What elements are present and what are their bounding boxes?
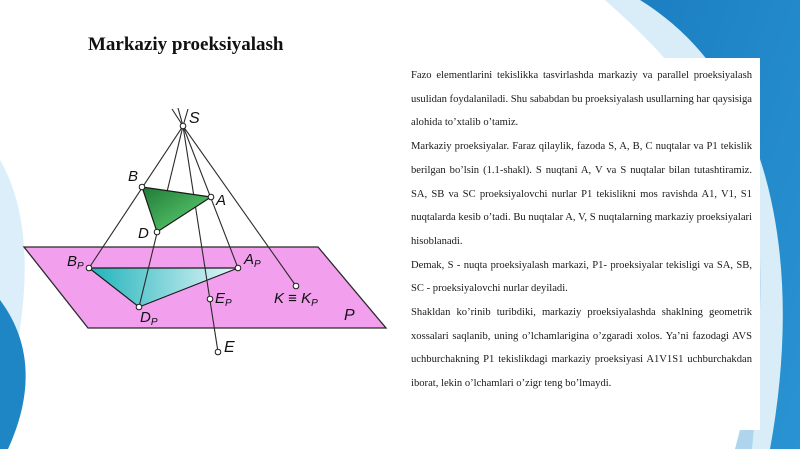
- label-bp-sub: P: [77, 261, 84, 272]
- label-d: D: [138, 225, 149, 242]
- point-d: [154, 229, 160, 235]
- point-ap: [235, 265, 241, 271]
- paragraph-2: Markaziy proeksiyalar. Faraz qilaylik, fazoda S, A, B, C nuqtalar va P1 tekislik berilgan bo’lsin (1.1-shakl). S nuqtani A, V va S nuqtalar bilan tutashtiramiz. SA, SB va SC proeksiyalovchi nurlar P1 tekislikni mos ravishda A1, V1, S1 nuqtalarda kesib o’tadi. Bu nuqtalar A, V, S nuqtalarning markaziy proeksiyalari hisoblanadi.: [411, 141, 752, 247]
- label-e: E: [224, 339, 235, 356]
- projection-plane: [24, 247, 386, 328]
- body-text: [411, 64, 752, 396]
- label-dp-main: D: [140, 309, 151, 326]
- label-ap-main: A: [244, 251, 255, 268]
- point-bp: [86, 265, 92, 271]
- label-k-kp-main: K ≡ K: [274, 290, 312, 307]
- label-dp-sub: P: [150, 317, 158, 328]
- point-e: [215, 349, 221, 355]
- label-bp-main: B: [67, 253, 78, 270]
- point-a: [208, 194, 214, 200]
- point-s: [180, 123, 186, 129]
- label-ep-sub: P: [225, 298, 232, 309]
- point-kp: [293, 283, 299, 289]
- point-ep: [207, 296, 213, 302]
- paragraph-4: Shakldan ko’rinib turibdiki, markaziy proeksiyalashda shaklning geometrik xossalari saqlanib, uning o’lchamlarigina o’zgaradi xolos. Ya’ni fazodagi AVS uchburchakning P1 tekislikdagi markaziy proeksiyasi A1V1S1 uchburchakdan iborat, lekin o’lchamlari o’zigr teng bo’lmaydi.: [411, 307, 752, 390]
- label-ep-main: E: [215, 290, 226, 307]
- slide-title: Markaziy proeksiyalash: [88, 34, 284, 55]
- point-b: [139, 184, 145, 190]
- space-triangle: [142, 187, 211, 232]
- label-plane-p: P: [344, 307, 355, 324]
- label-s: S: [189, 110, 200, 127]
- label-ap-sub: P: [254, 259, 261, 270]
- paragraph-1: Fazo elementlarini tekislikka tasvirlashda markaziy va parallel proeksiyalash usulidan foydalaniladi. Shu sababdan bu proeksiyalash usullarning har qaysisiga alohida to’xtalib o’tamiz.: [411, 70, 752, 129]
- label-b: B: [128, 168, 139, 185]
- paragraph-3: Demak, S - nuqta proeksiyalash markazi, P1- proeksiyalar tekisligi va SA, SB, SC - proeksiyalovchi nurlar deyiladi.: [411, 259, 752, 295]
- label-k-kp-sub: P: [311, 298, 318, 309]
- label-a: A: [216, 192, 227, 209]
